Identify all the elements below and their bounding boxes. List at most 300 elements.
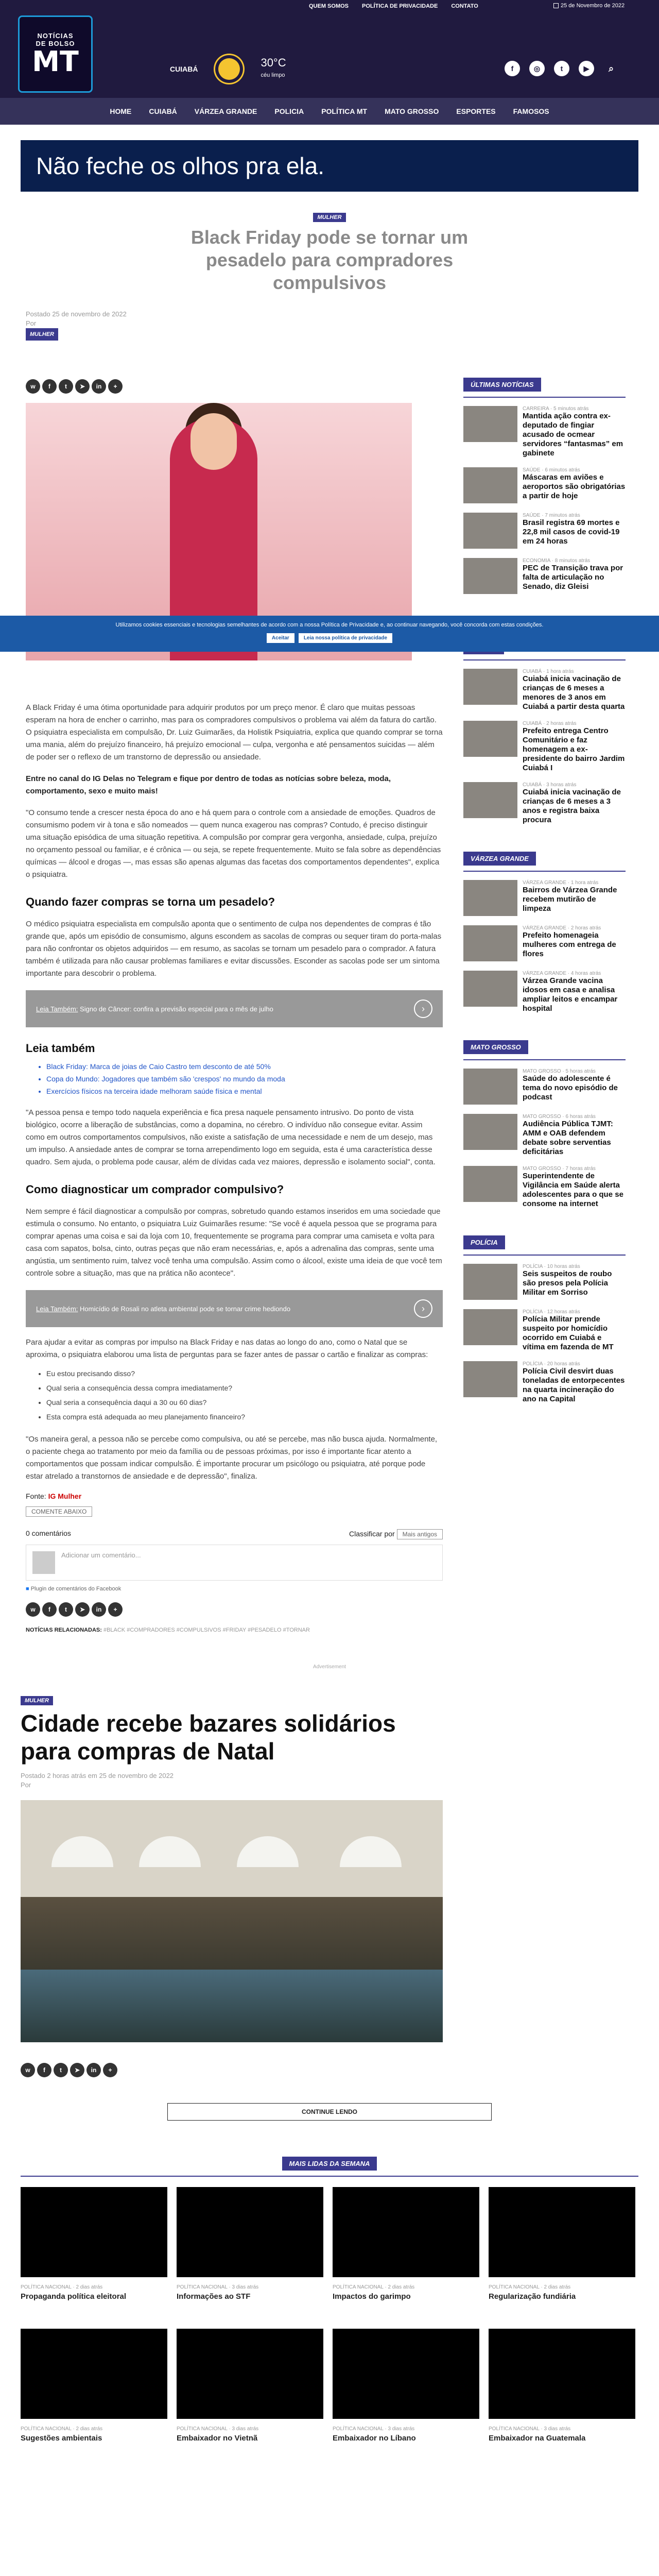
list-item[interactable] [463, 1069, 626, 1105]
thumbnail [463, 558, 517, 594]
thumbnail [463, 880, 517, 916]
card[interactable] [333, 2187, 479, 2321]
share-more-icon[interactable]: + [108, 1602, 123, 1617]
item-meta: POLÍCIA · 12 horas atrás [523, 1309, 580, 1315]
list-item[interactable] [463, 467, 626, 503]
list-item-text [523, 1264, 626, 1300]
item-headline: Várzea Grande vacina idosos em casa e analisa ampliar leitos e encampar hospital [523, 976, 618, 1013]
thumbnail [463, 1361, 517, 1397]
item-category: SAÚDE [523, 513, 541, 518]
item-headline: Sugestões ambientais [21, 2434, 102, 2443]
fb-plugin-label[interactable]: Plugin de comentários do Facebook [30, 1586, 122, 1592]
item-time: 2 horas atrás [546, 721, 577, 726]
paragraph: "A pessoa pensa e tempo todo naquela experiência e fica presa naquele pensamento intrusivo. Do ponto de vista biológico, ocorre a liberação de substâncias, como a dopamina, no cérebro. O indivíduo não consegue evitar. Assim como em outros comportamentos compulsivos, não existe a satisfação de uma necessidade e nem de um desejo, mas um impulso. A ansiedade antes de comprar se torna arrependimento logo em seguida, esta é uma característica desse quadro. Sem ajuda, o problema pode causar, além de dívidas cada vez maiores, depressão e isolamento social", conta. [26, 1108, 436, 1166]
paragraph: Nem sempre é fácil diagnosticar a compulsão por compras, sobretudo quando estamos inseridos em uma sociedade que estimula o consumo. No entanto, o psiquiatra Luiz Guimarães resume: "Se você é aquela pessoa que se programa para comprar apenas uma coisa e sai da loja com 10, frequentemente se programa para comprar uma camiseta e volta para casa com sapatos, bolsa, cinto, outras peças que não eram necessárias, e, após a adrenalina das compras, sente uma angústia, um sentimento ruim, talvez você tenha uma compulsão. Assim como o álcool, existe uma ideia de que você tem controle sobre a situação, mas que na prática não acontece". [26, 1207, 442, 1278]
item-meta: POLÍTICA NACIONAL · 2 dias atrás [489, 2284, 571, 2290]
item-category: POLÍTICA NACIONAL [177, 2426, 228, 2432]
read-also-box[interactable] [26, 990, 443, 1027]
top-date [553, 2, 631, 9]
thumbnail [463, 669, 517, 705]
item-meta: CUIABÁ · 3 horas atrás [523, 782, 577, 788]
top-nav-privacy[interactable]: POLÍTICA DE PRIVACIDADE [362, 3, 438, 9]
item-meta: MATO GROSSO · 6 horas atrás [523, 1114, 596, 1120]
whatsapp-icon[interactable]: w [21, 2063, 35, 2077]
item-category: VÁRZEA GRANDE [523, 971, 567, 976]
widget-divider [463, 659, 626, 660]
logo-line-1: NOTÍCIAS [37, 32, 74, 40]
most-read-grid [21, 2187, 638, 2463]
search-icon[interactable]: ⌕ [608, 63, 614, 74]
item-category: POLÍTICA NACIONAL [333, 2426, 384, 2432]
item-meta: POLÍCIA · 20 horas atrás [523, 1361, 580, 1367]
item-category: POLÍTICA NACIONAL [333, 2284, 384, 2290]
nav-varzea-grande[interactable]: VÁRZEA GRANDE [194, 107, 257, 115]
item-category: VÁRZEA GRANDE [523, 880, 567, 886]
item-headline: Embaixador no Líbano [333, 2434, 416, 2443]
article-body [26, 702, 443, 1633]
main-nav [0, 98, 659, 125]
article-category[interactable]: MULHER [313, 213, 345, 222]
paragraph: Para ajudar a evitar as compras por impulso na Black Friday e nas datas ao longo do ano, como o Natal que se aproxima, o psiquiatra elaborou uma lista de perguntas para se fazer antes de passar o cartão e finalizar as compras: [26, 1338, 428, 1359]
item-headline: Superintendente de Vigilância em Saúde alerta adolescentes para o que se consome na internet [523, 1172, 623, 1208]
read-also-text [36, 1005, 273, 1013]
item-category: POLÍTICA NACIONAL [489, 2426, 540, 2432]
item-time: 20 horas atrás [547, 1361, 580, 1367]
item-meta: POLÍTICA NACIONAL · 3 dias atrás [177, 2284, 259, 2290]
question-item: • Esta compra está adequada ao meu planejamento financeiro? [46, 1410, 443, 1424]
cookie-privacy-button[interactable]: Leia nossa política de privacidade [299, 633, 392, 643]
top-nav-contact[interactable]: CONTATO [451, 3, 478, 9]
list-item[interactable] [463, 925, 626, 961]
linkedin-icon[interactable]: in [92, 1602, 106, 1617]
related-link[interactable]: • Exercícios físicos na terceira idade melhoram saúde física e mental [46, 1085, 443, 1097]
top-nav [309, 3, 478, 9]
list-item-text [523, 1309, 626, 1352]
card[interactable] [333, 2329, 479, 2463]
telegram-icon[interactable]: ➤ [75, 379, 90, 394]
chevron-right-icon: › [414, 999, 432, 1018]
item-category: MATO GROSSO [523, 1069, 561, 1074]
thumbnail [21, 2329, 167, 2419]
list-item[interactable] [463, 1166, 626, 1209]
list-item[interactable] [463, 971, 626, 1013]
item-meta: SAÚDE · 6 minutos atrás [523, 467, 580, 473]
item-meta: POLÍTICA NACIONAL · 2 dias atrás [21, 2284, 103, 2290]
item-time: 12 horas atrás [547, 1309, 580, 1315]
question-item: • Qual seria a consequência daqui a 30 ou 60 dias? [46, 1395, 443, 1410]
share-more-icon[interactable]: + [103, 2063, 117, 2077]
facebook-icon[interactable]: f [42, 379, 57, 394]
item-headline: Polícia Civil desvirt duas toneladas de entorpecentes na quarta incineração do ano na Capital [523, 1367, 625, 1403]
date-text: 25 de Novembro de 2022 [561, 3, 625, 9]
item-headline: Impactos do garimpo [333, 2292, 411, 2301]
item-time: 2 dias atrás [388, 2284, 415, 2290]
thumbnail [463, 513, 517, 549]
nav-cuiaba[interactable]: CUIABÁ [149, 107, 177, 115]
paragraph: O médico psiquiatra especialista em compulsão aponta que o sentimento de culpa nos dependentes de compras é tão grande que, após um episódio de consumismo, alguns escondem as sacolas de compras ou sequer tiram do porta-malas para não confrontar os objetos adquiridos — em resumo, as sacolas se tornam um pesadelo para o comprador. A fatura também é utilizada para não causar problemas familiares e evitar discussões. Esconder as sacolas pode ser um sintoma importante para descobrir o problema. [26, 920, 442, 978]
item-category: POLÍCIA [523, 1309, 543, 1315]
social-links [505, 61, 619, 76]
item-meta: POLÍTICA NACIONAL · 3 dias atrás [489, 2426, 571, 2432]
widget-title: VÁRZEA GRANDE [463, 852, 536, 866]
comment-below-label: COMENTE ABAIXO [26, 1506, 92, 1517]
fb-plugin-note [26, 1586, 443, 1592]
source-name[interactable]: IG Mulher [48, 1492, 82, 1500]
item-time: 3 dias atrás [388, 2426, 415, 2432]
section-title: MAIS LIDAS DA SEMANA [282, 2157, 377, 2171]
list-item-text [523, 406, 626, 458]
question-list [26, 1366, 443, 1424]
item-meta: POLÍTICA NACIONAL · 2 dias atrás [21, 2426, 103, 2432]
item-category: POLÍCIA [523, 1264, 543, 1269]
item-time: 3 dias atrás [544, 2426, 571, 2432]
item-headline: Bairros de Várzea Grande recebem mutirão de limpeza [523, 886, 617, 913]
sidebar [463, 351, 626, 1633]
comment-box [26, 1545, 443, 1581]
sort-label: Classificar por [349, 1530, 395, 1538]
nav-politica-mt[interactable]: POLÍTICA MT [321, 107, 368, 115]
thumbnail [463, 1309, 517, 1345]
paragraph: "O consumo tende a crescer nesta época do ano e há quem para o controle com a ansiedade de emoções. Quadros de consumismo podem vir à tona e são nomeados — quem nunca exagerou nas compras? Contudo, é preciso distinguir uma situação episódica de uma situação repetitiva. A compulsão por comprar gera vergonha, ansiedade, culpa, prejuízo no orçamento pessoal ou familiar, e é crônica — ou seja, se repete frequentemente. Muito se fala sobre as dependências químicas — álcool e drogas —, mas essas são apenas algumas das facetas dos comportamentos dependentes", explica o psiquiatra. [26, 808, 441, 879]
list-item-text [523, 1361, 626, 1404]
item-meta: CUIABÁ · 1 hora atrás [523, 669, 574, 674]
whatsapp-icon[interactable]: w [26, 1602, 40, 1617]
telegram-icon[interactable]: ➤ [70, 2063, 84, 2077]
list-item-text [523, 880, 626, 916]
question-item: • Eu estou precisando disso? [46, 1366, 443, 1381]
article-by: Por [26, 319, 37, 327]
card[interactable] [177, 2329, 323, 2463]
article-image [21, 1800, 443, 2042]
item-meta: VÁRZEA GRANDE · 2 horas atrás [523, 925, 601, 931]
item-time: 2 dias atrás [544, 2284, 571, 2290]
thumbnail [21, 2187, 167, 2277]
item-meta: ECONOMIA · 8 minutos atrás [523, 558, 591, 564]
article-date: Postado 2 horas atrás em 25 de novembro de 2022 [21, 1772, 174, 1780]
thumbnail [463, 1069, 517, 1105]
banner-text: Não feche os olhos pra ela. [36, 152, 325, 179]
item-headline: Prefeito entrega Centro Comunitário e faz homenagem a ex-presidente do bairro Jardim Cuiabá I [523, 726, 625, 772]
item-time: 10 horas atrás [547, 1264, 580, 1269]
card[interactable] [21, 2329, 167, 2463]
sort-control [349, 1529, 443, 1539]
thumbnail [463, 925, 517, 961]
item-headline: Cuiabá inicia vacinação de crianças de 6 meses a 3 anos e registra baixa procura [523, 788, 621, 824]
item-meta: VÁRZEA GRANDE · 4 horas atrás [523, 971, 601, 976]
item-headline: Embaixador no Vietnã [177, 2434, 258, 2443]
twitter-icon[interactable]: t [59, 1602, 73, 1617]
item-category: SAÚDE [523, 467, 541, 473]
item-meta: MATO GROSSO · 7 horas atrás [523, 1166, 596, 1172]
article-title: Black Friday pode se tornar um pesadelo para compradores compulsivos [190, 227, 469, 293]
item-category: CUIABÁ [523, 782, 542, 788]
list-item[interactable] [463, 406, 626, 458]
tags-label: NOTÍCIAS RELACIONADAS: [26, 1627, 102, 1633]
thumbnail [333, 2329, 479, 2419]
item-time: 2 dias atrás [76, 2426, 103, 2432]
item-headline: Prefeito homenageia mulheres com entrega de flores [523, 931, 616, 958]
item-time: 3 dias atrás [232, 2426, 259, 2432]
item-time: 8 minutos atrás [554, 558, 591, 564]
item-time: 7 horas atrás [565, 1166, 596, 1172]
item-time: 1 hora atrás [546, 669, 574, 674]
read-also-link: Homicídio de Rosali no atleta ambiental pode se tornar crime hediondo [80, 1304, 291, 1313]
nav-mato-grosso[interactable]: MATO GROSSO [385, 107, 439, 115]
list-item-text [523, 558, 626, 594]
thumbnail [333, 2187, 479, 2277]
comment-input[interactable]: Adicionar um comentário... [61, 1551, 141, 1559]
cookie-buttons [0, 633, 659, 643]
item-headline: Seis suspeitos de roubo são presos pela Polícia Militar em Sorriso [523, 1269, 612, 1297]
calendar-icon [553, 3, 559, 8]
youtube-icon[interactable]: ▶ [579, 61, 594, 76]
item-time: 3 dias atrás [232, 2284, 259, 2290]
item-category: ECONOMIA [523, 558, 550, 564]
widget-title: ÚLTIMAS NOTÍCIAS [463, 378, 541, 392]
related-link[interactable]: • Copa do Mundo: Jogadores que também são 'crespos' no mundo da moda [46, 1073, 443, 1085]
item-headline: Informações ao STF [177, 2292, 251, 2301]
card[interactable] [489, 2329, 635, 2463]
list-item-text [523, 721, 626, 773]
linkedin-icon[interactable]: in [92, 379, 106, 394]
section-heading: Como diagnosticar um comprador compulsivo? [26, 1183, 284, 1196]
article-category-wrap [0, 212, 659, 222]
linkedin-icon[interactable]: in [86, 2063, 101, 2077]
item-headline: Saúde do adolescente é tema do novo episódio de podcast [523, 1074, 618, 1101]
twitter-icon[interactable]: t [54, 2063, 68, 2077]
question-item: • Qual seria a consequência dessa compra imediatamente? [46, 1381, 443, 1395]
item-category: CARREIRA [523, 406, 549, 412]
item-time: 3 horas atrás [546, 782, 577, 788]
share-bar-bottom [26, 1602, 443, 1617]
chevron-right-icon: › [414, 1299, 432, 1318]
article-meta [26, 310, 659, 341]
thumbnail [463, 721, 517, 757]
item-category: POLÍTICA NACIONAL [21, 2284, 72, 2290]
list-item-text [523, 1114, 626, 1157]
item-time: 4 horas atrás [570, 971, 601, 976]
continue-reading-button[interactable]: CONTINUE LENDO [167, 2103, 492, 2121]
item-headline: PEC de Transição trava por falta de articulação no Senado, diz Gleisi [523, 564, 623, 591]
temp-value: 30°C [261, 56, 286, 69]
article-date: Postado 25 de novembro de 2022 [26, 310, 127, 318]
weather-temp [261, 57, 286, 81]
list-item-text [523, 513, 626, 549]
item-time: 2 horas atrás [570, 925, 601, 931]
list-item-text [523, 782, 626, 825]
read-also-link: Signo de Câncer: confira a previsão especial para o mês de julho [80, 1005, 273, 1013]
list-item[interactable] [463, 669, 626, 711]
header [0, 0, 659, 98]
telegram-icon[interactable]: ➤ [75, 1602, 90, 1617]
share-bar [26, 379, 443, 394]
twitter-icon[interactable]: t [59, 379, 73, 394]
list-item[interactable] [463, 1361, 626, 1404]
card[interactable] [489, 2187, 635, 2321]
list-item[interactable] [463, 721, 626, 773]
thumbnail [177, 2187, 323, 2277]
article-category[interactable]: MULHER [21, 1696, 53, 1705]
item-category: CUIABÁ [523, 669, 542, 674]
list-item-text [523, 971, 626, 1013]
tag-list[interactable]: #BLACK #COMPRADORES #COMPULSIVOS #FRIDAY #PESADELO #TORNAR [103, 1627, 310, 1633]
ad-banner[interactable] [21, 140, 638, 192]
article-main [26, 351, 443, 1633]
facebook-icon[interactable]: f [505, 61, 520, 76]
item-category: POLÍTICA NACIONAL [21, 2426, 72, 2432]
content-wrap [26, 351, 659, 1633]
comments-count: 0 comentários [26, 1529, 71, 1537]
article-by: Por [21, 1781, 31, 1789]
item-category: CUIABÁ [523, 721, 542, 726]
ad-label: Advertisement [313, 1664, 346, 1670]
widget-mato-grosso [463, 1040, 626, 1209]
item-category: POLÍTICA NACIONAL [489, 2284, 540, 2290]
widget-latest [463, 378, 626, 594]
nav-esportes[interactable]: ESPORTES [456, 107, 496, 115]
nav-home[interactable]: HOME [110, 107, 132, 115]
item-meta: POLÍCIA · 10 horas atrás [523, 1264, 580, 1269]
instagram-icon[interactable]: ◎ [529, 61, 545, 76]
item-meta: POLÍTICA NACIONAL · 3 dias atrás [333, 2426, 415, 2432]
item-category: MATO GROSSO [523, 1166, 561, 1172]
nav-famosos[interactable]: FAMOSOS [513, 107, 549, 115]
thumbnail [463, 1166, 517, 1202]
widget-title: POLÍCIA [463, 1235, 505, 1249]
card[interactable] [177, 2187, 323, 2321]
umbrella-shape [51, 1836, 113, 1867]
share-bar [21, 2063, 443, 2077]
read-also-text [36, 1305, 290, 1313]
site-logo[interactable] [18, 15, 93, 93]
thumbnail [463, 1114, 517, 1150]
umbrella-shape [340, 1836, 402, 1867]
read-also-box[interactable] [26, 1290, 443, 1327]
item-headline: Cuiabá inicia vacinação de crianças de 6 meses a menores de 3 anos em Cuiabá a partir desta quarta [523, 674, 625, 711]
sort-select[interactable]: Mais antigos [397, 1529, 443, 1539]
widget-cuiaba [463, 640, 626, 825]
most-read-section [0, 2157, 659, 2463]
widget-divider [463, 397, 626, 398]
item-headline: Audiência Pública TJMT: AMM e OAB defendem debate sobre serventias deficitárias [523, 1120, 613, 1156]
thumbnail [463, 467, 517, 503]
list-item[interactable] [463, 1309, 626, 1352]
logo-line-3: MT [32, 45, 79, 78]
article-meta [21, 1771, 443, 1790]
umbrella-shape [139, 1836, 201, 1867]
comments-header [26, 1529, 443, 1539]
facebook-icon[interactable]: f [37, 2063, 51, 2077]
image-face-shape [190, 413, 237, 470]
card[interactable] [21, 2187, 167, 2321]
list-item-text [523, 467, 626, 503]
widget-divider [463, 871, 626, 872]
item-headline: Mantida ação contra ex-deputado de fingiar acusado de ocmear servidores “fantasmas” em gabinete [523, 412, 623, 457]
item-category: MATO GROSSO [523, 1114, 561, 1120]
item-meta: VÁRZEA GRANDE · 1 hora atrás [523, 880, 599, 886]
next-article [21, 1696, 443, 2077]
sun-icon [218, 58, 240, 80]
section-heading: Leia também [26, 1042, 95, 1055]
widget-title: MATO GROSSO [463, 1040, 528, 1054]
widget-divider [463, 1255, 626, 1256]
item-meta: MATO GROSSO · 5 horas atrás [523, 1069, 596, 1074]
list-item[interactable] [463, 513, 626, 549]
widget-divider [463, 1059, 626, 1060]
list-item[interactable] [463, 782, 626, 825]
section-divider [21, 2176, 638, 2177]
item-category: POLÍCIA [523, 1361, 543, 1367]
cookie-text: Utilizamos cookies essenciais e tecnologias semelhantes de acordo com a nossa Política de Privacidade e, ao continuar navegando, você concorda com estas condições. [115, 622, 544, 628]
top-nav-about[interactable]: QUEM SOMOS [309, 3, 349, 9]
item-time: 6 horas atrás [565, 1114, 596, 1120]
item-meta: POLÍTICA NACIONAL · 3 dias atrás [177, 2426, 259, 2432]
read-also-label: Leia Também: [36, 1005, 78, 1013]
item-meta: CUIABÁ · 2 horas atrás [523, 721, 577, 726]
widget-policia [463, 1235, 626, 1404]
paragraph: "Os maneira geral, a pessoa não se percebe como compulsiva, ou até se percebe, mas não busca ajuda. Normalmente, o paciente chega ao tratamento por meio da família ou de pessoas próximas, por isso é importante ficar atento a comportamentos que possam indicar compulsão. É importante procurar um psicólogo ou psiquiatra, até porque pode estar atrelado a transtornos de ansiedade e de depressão", finaliza. [26, 1435, 438, 1481]
item-category: POLÍTICA NACIONAL [177, 2284, 228, 2290]
thumbnail [463, 782, 517, 818]
source-label: Fonte: [26, 1492, 46, 1500]
list-item[interactable] [463, 880, 626, 916]
whatsapp-icon[interactable]: w [26, 379, 40, 394]
thumbnail [463, 1264, 517, 1300]
thumbnail [463, 406, 517, 442]
list-item[interactable] [463, 1114, 626, 1157]
cookie-accept-button[interactable]: Aceitar [267, 633, 294, 643]
weather-city: CUIABÁ [170, 65, 198, 73]
share-more-icon[interactable]: + [108, 379, 123, 394]
related-link[interactable]: • Black Friday: Marca de joias de Caio Castro tem desconto de até 50% [46, 1060, 443, 1073]
twitter-icon[interactable]: t [554, 61, 569, 76]
logo-line-2: DE BOLSO [36, 40, 75, 47]
umbrella-shape [237, 1836, 299, 1867]
item-headline: Brasil registra 69 mortes e 22,8 mil casos de covid-19 em 24 horas [523, 518, 620, 546]
facebook-icon[interactable]: f [42, 1602, 57, 1617]
list-item-text [523, 669, 626, 711]
thumbnail [177, 2329, 323, 2419]
thumbnail [463, 971, 517, 1007]
telegram-promo[interactable]: Entre no canal do IG Delas no Telegram e fique por dentro de todas as notícias sobre beleza, moda, comportamento, sexo e muito mais! [26, 774, 391, 795]
article-author-tag[interactable]: MULHER [26, 328, 58, 341]
cookie-banner [0, 616, 659, 652]
weather-widget [170, 57, 286, 81]
list-item-text [523, 1166, 626, 1209]
avatar [32, 1551, 55, 1574]
item-headline: Embaixador na Guatemala [489, 2434, 586, 2443]
article-source [26, 1492, 443, 1500]
read-also-label: Leia Também: [36, 1304, 78, 1313]
item-headline: Máscaras em aviões e aeroportos são obrigatórias a partir de hoje [523, 473, 626, 500]
list-item[interactable] [463, 1264, 626, 1300]
facebook-icon: ■ [26, 1586, 29, 1592]
item-headline: Regularização fundiária [489, 2292, 576, 2301]
weather-desc: céu limpo [261, 72, 285, 78]
item-meta: CARREIRA · 5 minutos atrás [523, 406, 589, 412]
thumbnail [489, 2329, 635, 2419]
nav-policia[interactable]: POLICIA [274, 107, 304, 115]
list-item-text [523, 925, 626, 961]
article-title[interactable]: Cidade recebe bazares solidários para compras de Natal [21, 1710, 396, 1765]
paragraph: A Black Friday é uma ótima oportunidade para adquirir produtos por um preço menor. É claro que muitas pessoas esperam na hora de encher o carrinho, mas para os compradores compulsivos o problema vai além da fatura do cartão. O psiquiatra especialista em compulsão, Dr. Luiz Guimarães, da Holistik Psiquiatria, explica que quando comprar se torna uma mania, além do prejuízo financeiro, há prejuízo emocional — culpa, vergonha e até pensamentos suicidas — além de poder ser o reflexo de um transtorno de depressão ou ansiedade. [26, 703, 443, 761]
item-time: 6 minutos atrás [545, 467, 580, 473]
widget-varzea [463, 852, 626, 1013]
list-item[interactable] [463, 558, 626, 594]
related-links [26, 1060, 443, 1097]
list-item-text [523, 1069, 626, 1105]
related-tags [26, 1627, 443, 1633]
